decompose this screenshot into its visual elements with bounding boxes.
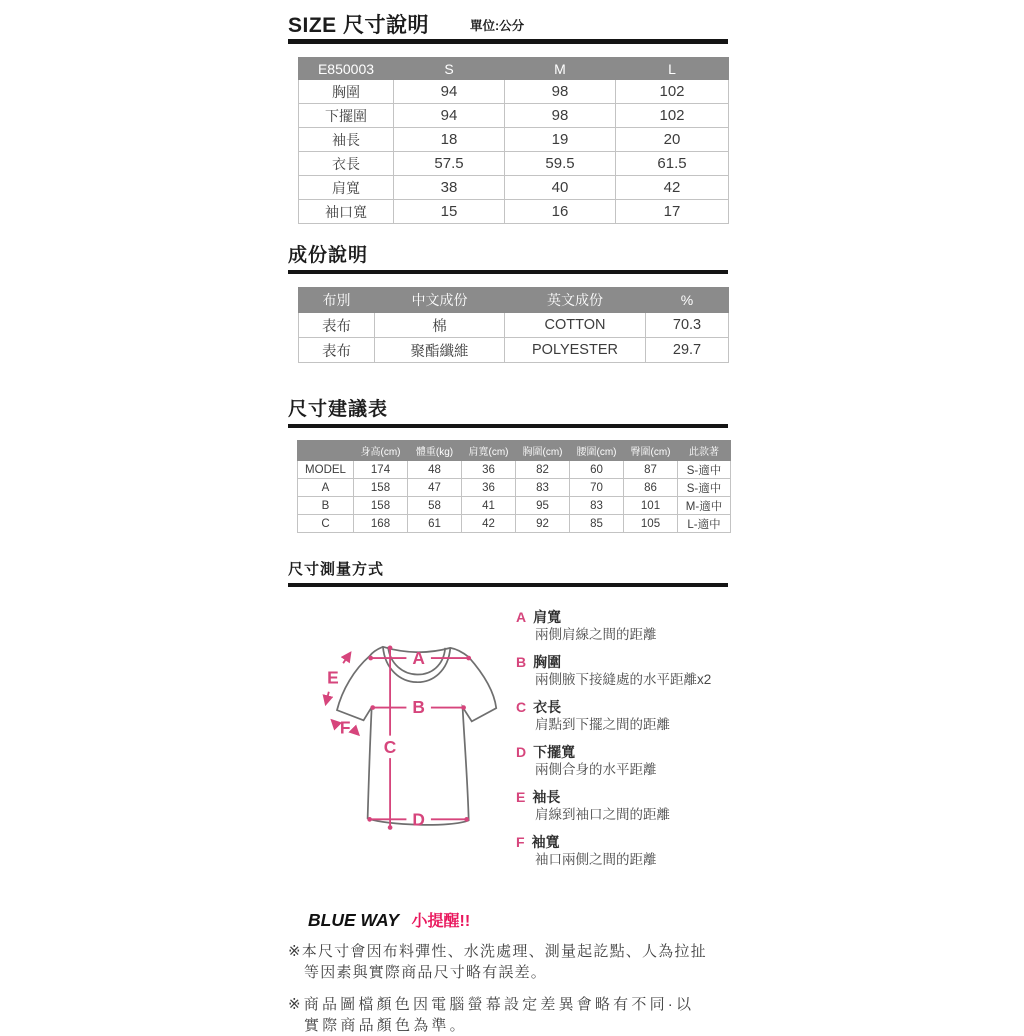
cell: COTTON [505,313,646,338]
cell: 48 [408,461,462,479]
measure-desc: 袖口兩側之間的距離 [535,852,657,867]
brand-row [308,908,728,930]
table-row [298,461,731,479]
cell: C [298,515,354,533]
list-item [516,608,728,644]
list-item [516,653,728,689]
cell: 105 [624,515,678,533]
row-label: 袖長 [299,128,394,152]
cell: 86 [624,479,678,497]
row-label: 下擺圍 [299,104,394,128]
cell: A [298,479,354,497]
measure-term: 袖長 [532,789,561,805]
size-col-s: S [394,58,505,80]
col-header: 英文成份 [505,288,646,313]
suggestion-header-row [298,441,731,461]
row-label: 胸圍 [299,80,394,104]
table-row [299,313,729,338]
list-item [516,743,728,779]
cell: 82 [516,461,570,479]
suggestion-heading: 尺寸建議表 [288,399,389,420]
table-row [299,80,729,104]
cell: 61 [408,515,462,533]
col-header: 中文成份 [375,288,505,313]
tshirt-measurement-diagram [308,606,513,878]
cell: 174 [354,461,408,479]
diagram-label-e: E [327,667,339,688]
unit-label: 單位:公分 [470,19,525,33]
divider [288,270,728,274]
measurement-lines [326,646,471,830]
diagram-label-d: D [412,809,425,830]
diagram-label-b: B [412,697,425,718]
cell: 61.5 [616,152,729,176]
cell: 19 [505,128,616,152]
composition-header-row [299,288,729,313]
col-header [298,441,354,461]
cell: 棉 [375,313,505,338]
product-code: E850003 [299,58,394,80]
cell: B [298,497,354,515]
composition-heading: 成份說明 [288,245,369,266]
row-label: 衣長 [299,152,394,176]
cell: M-適中 [678,497,731,515]
cell: 92 [516,515,570,533]
size-table [298,57,729,224]
cell: L-適中 [678,515,731,533]
arrow-icon [343,653,350,663]
col-header: 腰圍(cm) [570,441,624,461]
row-label: 袖口寬 [299,200,394,224]
tshirt-diagram-svg [308,606,513,851]
measure-term: 衣長 [533,699,562,715]
note-line: 實際商品顏色為準。 [304,1017,468,1034]
cell: S-適中 [678,479,731,497]
col-header: 臀圍(cm) [624,441,678,461]
cell: 聚酯纖維 [375,338,505,363]
cell: 87 [624,461,678,479]
tshirt-outline-icon [337,647,496,825]
measure-desc: 兩側肩線之間的距離 [535,627,657,642]
footer-notes [288,908,728,1036]
cell: 101 [624,497,678,515]
diagram-label-a: A [412,648,425,669]
table-row [298,497,731,515]
col-header: 此款著 [678,441,731,461]
cell: 47 [408,479,462,497]
col-header: 胸圍(cm) [516,441,570,461]
cell: 83 [570,497,624,515]
divider [288,583,728,587]
cell: 18 [394,128,505,152]
note-line: 等因素與實際商品尺寸略有誤差。 [304,964,548,981]
measurement-list [516,606,728,878]
table-row [299,176,729,200]
cell: MODEL [298,461,354,479]
cell: 29.7 [646,338,729,363]
col-header: 肩寬(cm) [462,441,516,461]
cell: 85 [570,515,624,533]
cell: 83 [516,479,570,497]
measure-key: F [516,834,525,850]
size-col-m: M [505,58,616,80]
cell: 57.5 [394,152,505,176]
divider [288,424,728,428]
cell: 95 [516,497,570,515]
composition-table [298,287,729,363]
table-row [299,338,729,363]
table-row [298,515,731,533]
cell: 20 [616,128,729,152]
note-disclaimer-color [288,994,728,1036]
cell: 70.3 [646,313,729,338]
cell: 158 [354,479,408,497]
table-row [299,152,729,176]
measurement-section [288,606,728,878]
note-line: ※商品圖檔顏色因電腦螢幕設定差異會略有不同·以 [288,996,695,1013]
measure-key: E [516,789,526,805]
list-item [516,698,728,734]
size-table-header-row [299,58,729,80]
table-row [299,128,729,152]
diagram-letters [327,648,425,829]
cell: 17 [616,200,729,224]
arrow-icon [332,720,336,724]
cell: 36 [462,461,516,479]
size-col-l: L [616,58,729,80]
table-row [299,104,729,128]
measure-desc: 肩線到袖口之間的距離 [535,807,670,822]
cell: 102 [616,80,729,104]
cell: 36 [462,479,516,497]
cell: S-適中 [678,461,731,479]
cell: 94 [394,104,505,128]
measure-key: B [516,654,527,670]
measure-key: C [516,699,527,715]
arrow-icon [326,692,329,704]
measure-term: 胸圍 [533,654,562,670]
col-header: 身高(cm) [354,441,408,461]
cell: 42 [462,515,516,533]
cell: 102 [616,104,729,128]
col-header: 體重(kg) [408,441,462,461]
brand-logo: BLUE WAY [308,910,400,930]
cell: 168 [354,515,408,533]
cell: 98 [505,104,616,128]
col-header: % [646,288,729,313]
cell: 98 [505,80,616,104]
cell: 70 [570,479,624,497]
cell: 38 [394,176,505,200]
arrow-icon [354,731,358,735]
suggestion-table [297,440,731,533]
diagram-label-f: F [339,717,351,738]
col-header: 布別 [299,288,375,313]
cell: 表布 [299,313,375,338]
measure-term: 袖寬 [531,834,560,850]
measure-key: A [516,609,527,625]
title-row [288,9,728,39]
cell: POLYESTER [505,338,646,363]
content-column [288,0,728,1036]
measure-desc: 肩點到下擺之間的距離 [535,717,670,732]
measure-term: 下擺寬 [533,744,576,760]
list-item [516,788,728,824]
measure-desc: 兩側腋下接縫處的水平距離x2 [535,672,712,687]
cell: 15 [394,200,505,224]
note-disclaimer-size [288,941,728,983]
cell: 表布 [299,338,375,363]
cell: 42 [616,176,729,200]
table-row [298,479,731,497]
page-title: SIZE 尺寸說明 [288,14,430,37]
measurement-heading: 尺寸測量方式 [288,561,385,578]
cell: 41 [462,497,516,515]
reminder-label: 小提醒!! [411,913,471,930]
cell: 16 [505,200,616,224]
cell: 94 [394,80,505,104]
cell: 158 [354,497,408,515]
row-label: 肩寬 [299,176,394,200]
diagram-label-c: C [383,737,397,757]
divider [288,39,728,44]
cell: 58 [408,497,462,515]
cell: 40 [505,176,616,200]
note-line: ※本尺寸會因布料彈性、水洗處理、測量起訖點、人為拉扯 [288,943,707,960]
measure-term: 肩寬 [533,609,562,625]
cell: 60 [570,461,624,479]
table-row [299,200,729,224]
measure-key: D [516,744,527,760]
cell: 59.5 [505,152,616,176]
measure-desc: 兩側合身的水平距離 [535,762,657,777]
list-item [516,833,728,869]
